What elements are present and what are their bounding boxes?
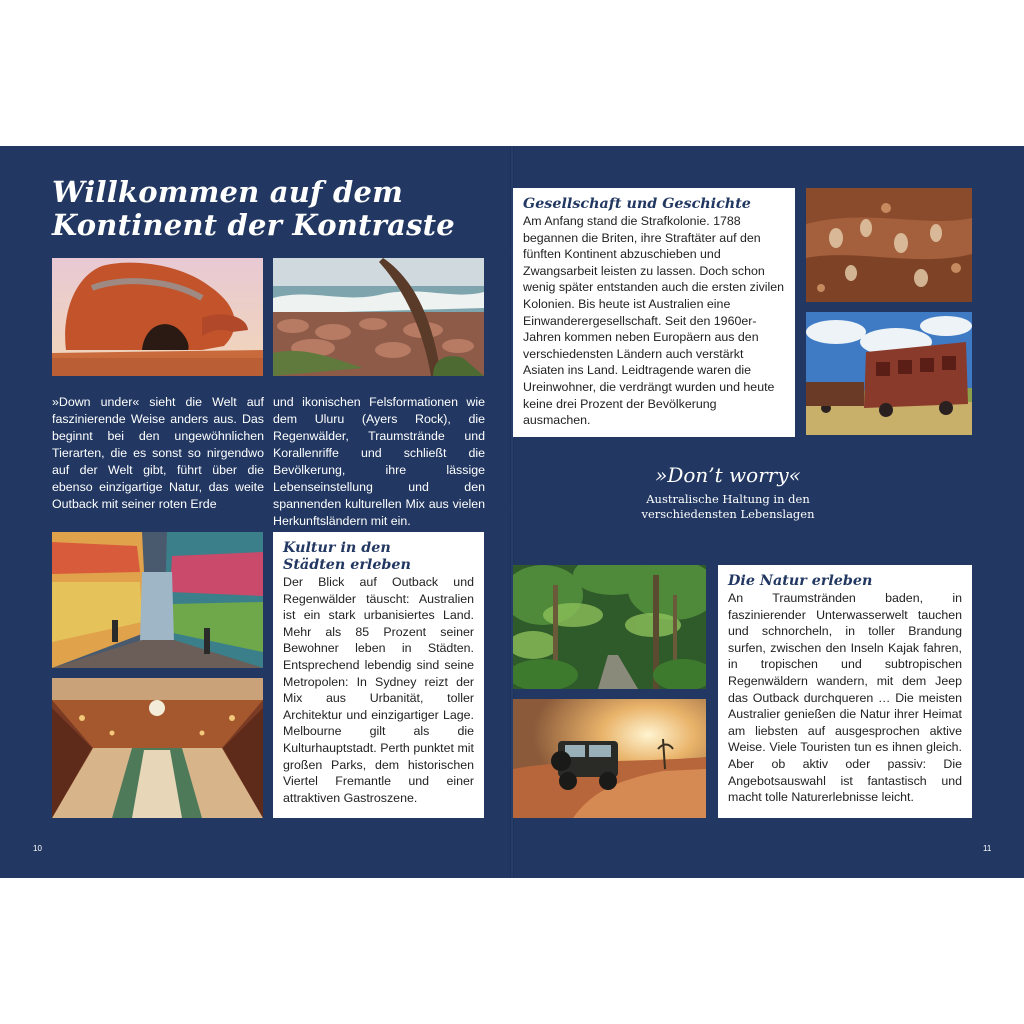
kultur-heading-line-2: Städten erleben	[283, 557, 411, 573]
natur-text: An Traumstränden baden, in faszinierender Unterwasserwelt tauchen und schnorcheln, in toller Brandung surfen, zwischen den Inseln Kajak fahren, in tropischen und subtropischen Regenwäldern wandern, mit dem Jeep das Outback durchqueren … Die meisten Australier genießen die Natur ihrer Heimat am liebsten auf ausgesprochen aktive Weise. Viele Touristen tun es ihnen gleich. Aber ob aktiv oder passiv: Die Angebotsauswahl ist fantastisch und macht tolle Naturerlebnisse leicht.	[728, 591, 962, 805]
title-line-2: Kontinent der Kontraste	[52, 208, 455, 242]
quote-subtitle-line-1: Australische Haltung in den	[646, 492, 810, 506]
left-page	[0, 146, 511, 878]
photo-street-art-lane	[52, 532, 263, 668]
gesellschaft-text: Am Anfang stand die Strafkolonie. 1788 begannen die Briten, ihre Straftäter auf den fünften Kontinent abzuschieben und Zwangsarbeit leisten zu lassen. Doch schon wenig später entstanden auch die ersten zivilen Kolonien. Bis heute ist Australien eine Einwanderergesellschaft. Seit den 1960er-Jahren kommen neben Europäern aus den verschiedensten Ländern auch verstärkt Asiaten ins Land. Leidtragende waren die Ureinwohner, die verdrängt wurden und heute keine drei Prozent der Bevölkerung ausmachen.	[523, 214, 785, 428]
quote-block	[523, 462, 933, 522]
photo-coast-surf	[273, 258, 484, 376]
photo-rock-formation	[52, 258, 263, 376]
page-number-right: 11	[983, 844, 992, 853]
photo-shopping-arcade	[52, 678, 263, 818]
quote-subtitle-line-2: verschiedensten Lebenslagen	[641, 507, 815, 521]
natur-box	[718, 565, 972, 818]
title-line-1: Willkommen auf dem	[52, 175, 404, 209]
gesellschaft-heading: Gesellschaft und Geschichte	[523, 196, 751, 212]
magazine-spread	[0, 146, 1024, 878]
kultur-heading-line-1: Kultur in den	[283, 540, 391, 556]
kultur-box	[273, 532, 484, 818]
photo-rainforest-path	[513, 565, 706, 689]
right-page	[513, 146, 1024, 878]
kultur-text: Der Blick auf Outback und Regenwälder täuscht: Australien ist ein stark urbanisiertes Land. Mehr als 85 Prozent seiner Bewohner leben in Städten. Entsprechend lebendig sind seine Metropolen: In Sydney reizt der Mix aus Urbanität, toller Architektur und einzigartiger Lage. Melbourne gilt als die Kulturhauptstadt. Perth punktet mit großen Parks, dem historischen Viertel Fremantle und einer attraktiven Gastroszene.	[283, 575, 474, 805]
gesellschaft-box	[513, 188, 795, 437]
photo-old-train	[806, 312, 972, 435]
quote-title: »Don’t worry«	[655, 463, 801, 487]
intro-column-2: und ikonischen Felsformationen wie dem Uluru (Ayers Rock), die Regenwälder, Traumstrände und Korallenriffe und schließt die Bevölkerung, ihre lässige Lebenseinstellung und den spannenden kulturellen Mix aus vielen Herkunftsländern mit ein.	[273, 395, 485, 528]
page-number-left: 10	[33, 844, 42, 853]
kultur-heading	[283, 540, 474, 574]
quote-subtitle	[523, 492, 933, 522]
page-title	[52, 176, 492, 242]
photo-jeep-outback	[513, 699, 706, 818]
natur-heading: Die Natur erleben	[728, 573, 873, 589]
intro-column-1: »Down under« sieht die Welt auf faszinierende Weise anders aus. Das beginnt bei den ungewöhnlichen Tierarten, die es sonst so nirgendwo auf der Welt gibt, führt über die ebenso einzigartige Natur, das weite Outback mit seiner roten Erde	[52, 395, 264, 511]
photo-rock-art	[806, 188, 972, 302]
